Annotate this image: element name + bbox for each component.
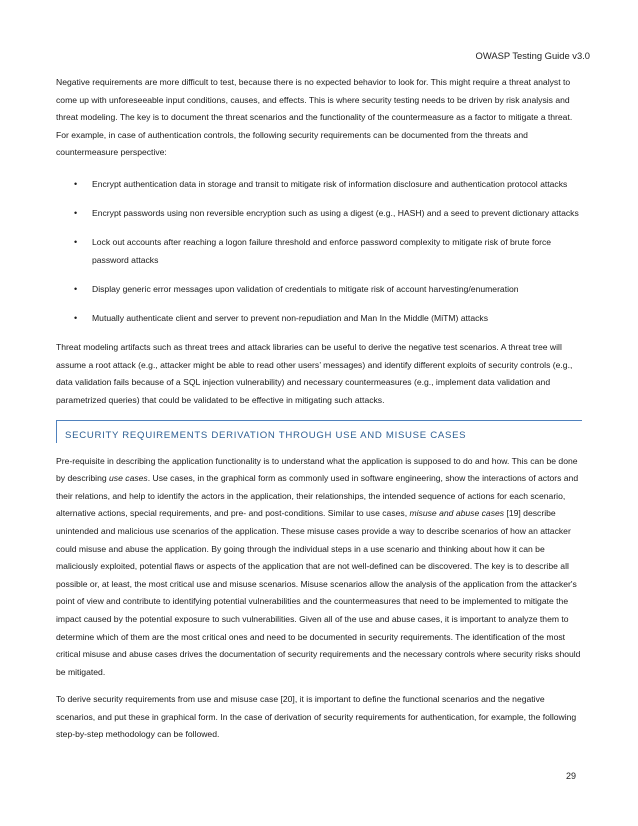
bullet-icon: • <box>74 312 78 323</box>
section-heading-text: SECURITY REQUIREMENTS DERIVATION THROUGH USE AND MISUSE CASES <box>65 429 467 441</box>
use-case-text-3: [19] describe unintended and malicious use scenarios of the application. These misuse cases provide a way to describe scenarios of how an attacker could misuse and abuse the application. By going through the individual steps in a use scenario and thinking about how it can be maliciously exploited, potential flaws or aspects of the application that are not well-defined can be discovered. The key is to describe all possible or, at least, the most critical use and misuse scenarios. Misuse scenarios allow the analysis of the application from the attacker's point of view and contribute to identifying potential vulnerabilities and the countermeasures that need to be implemented to mitigate the impact caused by the potential exposure to such vulnerabilities. Given all of the use and abuse cases, it is important to analyze them to determine which of them are the most critical ones and need to be documented in security requirements. The identification of the most critical misuse and abuse cases drives the documentation of security requirements and the necessary controls where security risks should be mitigated. <box>56 508 581 677</box>
intro-paragraph: Negative requirements are more difficult to test, because there is no expected behavior to look for. This might require a threat analyst to come up with unforeseeable input conditions, causes, and effects. This is where security testing needs to be driven by risk analysis and threat modeling. The key is to document the threat scenarios and the functionality of the countermeasure as a factor to mitigate a threat. For example, in case of authentication controls, the following security requirements can be documented from the threats and countermeasure perspective: <box>56 77 573 158</box>
page-number: 29 <box>565 771 576 781</box>
list-item-text: Display generic error messages upon validation of credentials to mitigate risk of account harvesting/enumeration <box>92 283 519 294</box>
list-item-text: Lock out accounts after reaching a logon failure threshold and enforce password complexity to mitigate risk of brute force password attacks <box>92 237 552 265</box>
list-item-text: Mutually authenticate client and server to prevent non-repudiation and Man In the Middle (MiTM) attacks <box>92 312 488 323</box>
list-item <box>56 205 582 222</box>
use-cases-emphasis: use cases <box>109 473 148 484</box>
bullet-icon: • <box>74 283 78 294</box>
running-header: OWASP Testing Guide v3.0 <box>475 50 590 61</box>
section-heading <box>56 420 582 443</box>
bullet-icon: • <box>74 178 78 189</box>
use-case-text-2: . Use cases, in the graphical form as commonly used in software engineering, show the interactions of actors and their relations, and help to identify the actors in the application, their relationships, the intended sequence of actions for each scenario, alternative actions, special requirements, and pre- and post-conditions. Similar to use cases, <box>56 473 579 519</box>
use-case-text-1: Pre-requisite in describing the application functionality is to understand what the application is supposed to do and how. This can be done by describing <box>56 455 578 484</box>
use-case-paragraph <box>56 453 582 682</box>
bullet-icon: • <box>74 237 78 248</box>
page-content <box>56 74 582 754</box>
list-item <box>56 281 582 298</box>
list-item-text: Encrypt authentication data in storage and transit to mitigate risk of information disclosure and authentication protocol attacks <box>92 178 568 189</box>
list-item <box>56 176 582 193</box>
security-requirements-list <box>56 176 582 327</box>
derive-requirements-paragraph: To derive security requirements from use and misuse case [20], it is important to define the functional scenarios and the negative scenarios, and put these in graphical form. In the case of derivation of security requirements for authentication, for example, the following step-by-step methodology can be followed. <box>56 694 577 740</box>
threat-modeling-paragraph: Threat modeling artifacts such as threat trees and attack libraries can be useful to derive the negative test scenarios. A threat tree will assume a root attack (e.g., attacker might be able to read other users’ messages) and identify different exploits of security controls (e.g., data validation fails because of a SQL injection vulnerability) and necessary countermeasures (e.g., implement data validation and parametrized queries) that could be validated to be effective in mitigating such attacks. <box>56 342 573 405</box>
list-item <box>56 310 582 327</box>
list-item <box>56 234 582 268</box>
misuse-cases-emphasis: misuse and abuse cases <box>409 508 505 519</box>
list-item-text: Encrypt passwords using non reversible encryption such as using a digest (e.g., HASH) and a seed to prevent dictionary attacks <box>92 208 579 219</box>
bullet-icon: • <box>74 208 78 219</box>
